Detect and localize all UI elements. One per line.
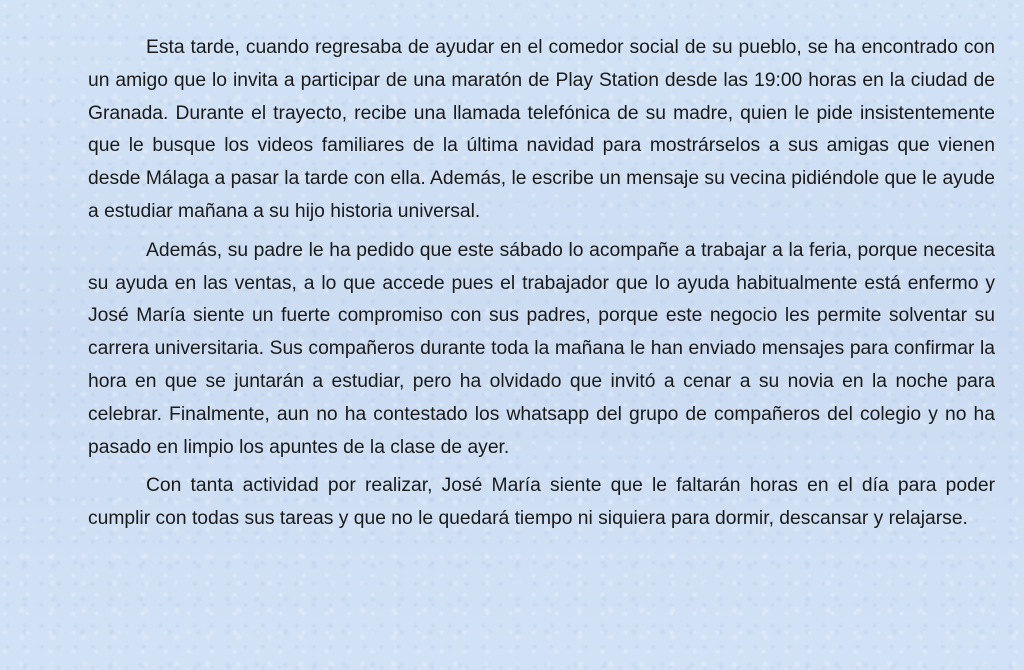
paragraph-1: Esta tarde, cuando regresaba de ayudar en el comedor social de su pueblo, se ha encontrado con un amigo que lo invita a participar de una maratón de Play Station desde las 19:00 horas en la ciudad de Granada. Durante el trayecto, recibe una llamada telefónica de su madre, quien le pide insistentemente que le busque los videos familiares de la última navidad para mostrárselos a sus amigas que vienen desde Málaga a pasar la tarde con ella. Además, le escribe un mensaje su vecina pidiéndole que le ayude a estudiar mañana a su hijo historia universal. xyxy=(88,37,995,222)
paragraph-3: Con tanta actividad por realizar, José María siente que le faltarán horas en el día para poder cumplir con todas sus tareas y que no le quedará tiempo ni siquiera para dormir, descansar y relajarse. xyxy=(88,475,995,530)
document-body xyxy=(88,32,995,542)
paragraph-2: Además, su padre le ha pedido que este sábado lo acompañe a trabajar a la feria, porque necesita su ayuda en las ventas, a lo que accede pues el trabajador que lo ayuda habitualmente está enfermo y José María siente un fuerte compromiso con sus padres, porque este negocio les permite solventar su carrera universitaria. Sus compañeros durante toda la mañana le han enviado mensajes para confirmar la hora en que se juntarán a estudiar, pero ha olvidado que invitó a cenar a su novia en la noche para celebrar. Finalmente, aun no ha contestado los whatsapp del grupo de compañeros del colegio y no ha pasado en limpio los apuntes de la clase de ayer. xyxy=(88,239,995,458)
